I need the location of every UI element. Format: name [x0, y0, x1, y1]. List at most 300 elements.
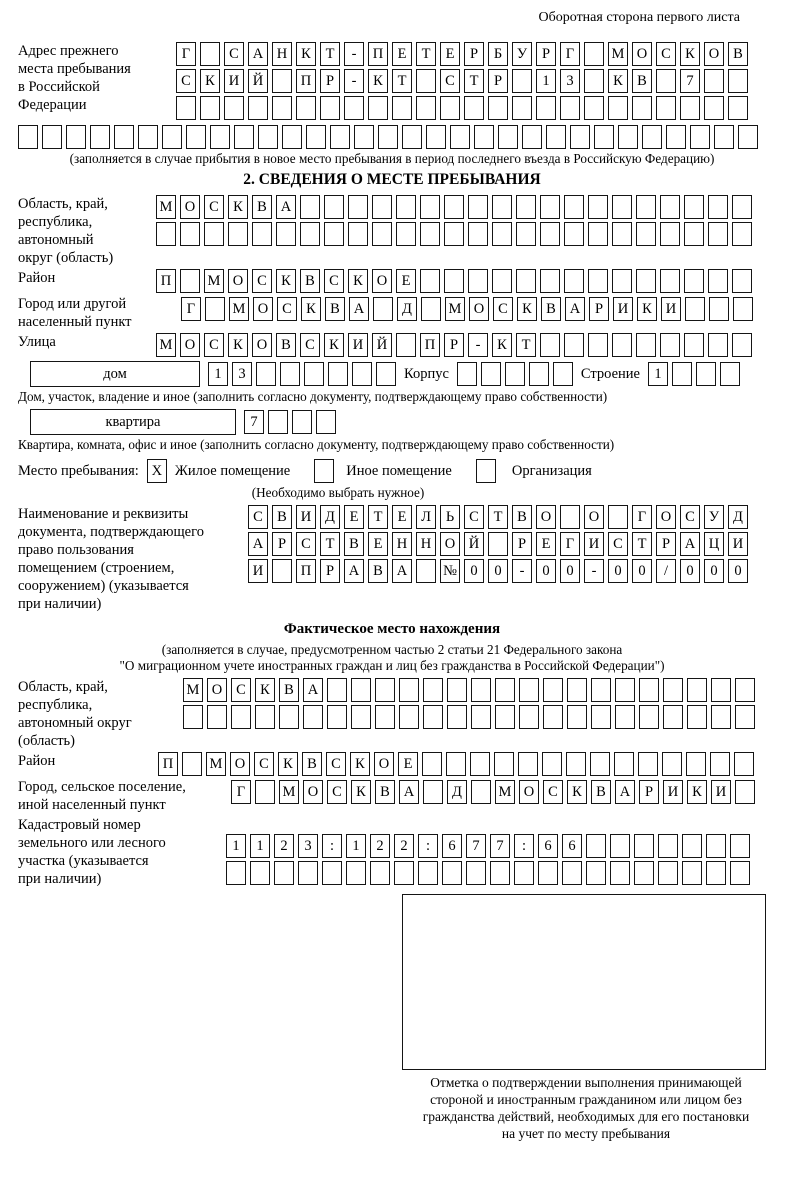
char-cell[interactable] — [488, 96, 508, 120]
char-cell[interactable] — [684, 222, 704, 246]
char-cell[interactable] — [591, 678, 611, 702]
char-cell[interactable]: К — [637, 297, 657, 321]
char-cell[interactable] — [608, 96, 628, 120]
char-cell[interactable] — [714, 125, 734, 149]
char-cell[interactable] — [420, 195, 440, 219]
char-cell[interactable] — [564, 195, 584, 219]
char-cell[interactable]: А — [303, 678, 323, 702]
char-cell[interactable] — [66, 125, 86, 149]
char-cell[interactable]: С — [254, 752, 274, 776]
char-cell[interactable]: 1 — [250, 834, 270, 858]
char-cell[interactable]: В — [541, 297, 561, 321]
char-cell[interactable] — [660, 195, 680, 219]
char-cell[interactable] — [200, 42, 220, 66]
char-cell[interactable] — [298, 861, 318, 885]
char-cell[interactable] — [444, 222, 464, 246]
char-cell[interactable]: О — [536, 505, 556, 529]
char-cell[interactable] — [423, 678, 443, 702]
char-cell[interactable]: К — [567, 780, 587, 804]
char-cell[interactable]: Е — [398, 752, 418, 776]
char-cell[interactable]: А — [248, 42, 268, 66]
char-cell[interactable] — [274, 861, 294, 885]
char-cell[interactable] — [303, 705, 323, 729]
char-cell[interactable]: : — [514, 834, 534, 858]
char-cell[interactable] — [226, 861, 246, 885]
char-cell[interactable] — [492, 195, 512, 219]
char-cell[interactable]: А — [565, 297, 585, 321]
char-cell[interactable] — [658, 834, 678, 858]
char-cell[interactable]: Т — [320, 42, 340, 66]
char-cell[interactable] — [327, 705, 347, 729]
char-cell[interactable] — [248, 96, 268, 120]
char-cell[interactable]: Р — [320, 559, 340, 583]
char-cell[interactable]: Й — [464, 532, 484, 556]
char-cell[interactable]: Г — [176, 42, 196, 66]
char-cell[interactable] — [516, 195, 536, 219]
char-cell[interactable] — [375, 678, 395, 702]
char-cell[interactable] — [444, 269, 464, 293]
char-cell[interactable] — [636, 333, 656, 357]
checkbox-cell[interactable] — [314, 459, 334, 483]
char-cell[interactable] — [494, 752, 514, 776]
char-cell[interactable]: О — [303, 780, 323, 804]
char-cell[interactable] — [320, 96, 340, 120]
char-cell[interactable] — [183, 705, 203, 729]
char-cell[interactable] — [684, 333, 704, 357]
char-cell[interactable] — [492, 222, 512, 246]
char-cell[interactable] — [296, 96, 316, 120]
char-cell[interactable] — [642, 125, 662, 149]
char-cell[interactable]: О — [656, 505, 676, 529]
char-cell[interactable]: Е — [396, 269, 416, 293]
char-cell[interactable] — [588, 195, 608, 219]
char-cell[interactable] — [42, 125, 62, 149]
char-cell[interactable]: С — [277, 297, 297, 321]
char-cell[interactable]: Г — [560, 42, 580, 66]
char-cell[interactable] — [471, 705, 491, 729]
char-cell[interactable]: Т — [320, 532, 340, 556]
char-cell[interactable] — [464, 96, 484, 120]
char-cell[interactable] — [396, 222, 416, 246]
char-cell[interactable] — [708, 195, 728, 219]
char-cell[interactable] — [354, 125, 374, 149]
char-cell[interactable]: 0 — [560, 559, 580, 583]
char-cell[interactable]: Е — [440, 42, 460, 66]
char-cell[interactable] — [370, 861, 390, 885]
char-cell[interactable] — [272, 69, 292, 93]
char-cell[interactable] — [516, 269, 536, 293]
char-cell[interactable] — [728, 96, 748, 120]
char-cell[interactable] — [495, 705, 515, 729]
char-cell[interactable]: В — [300, 269, 320, 293]
char-cell[interactable] — [710, 752, 730, 776]
char-cell[interactable] — [660, 222, 680, 246]
char-cell[interactable] — [560, 505, 580, 529]
char-cell[interactable]: В — [591, 780, 611, 804]
char-cell[interactable]: В — [632, 69, 652, 93]
char-cell[interactable]: 7 — [490, 834, 510, 858]
char-cell[interactable] — [735, 678, 755, 702]
char-cell[interactable]: - — [468, 333, 488, 357]
char-cell[interactable] — [200, 96, 220, 120]
char-cell[interactable]: А — [344, 559, 364, 583]
char-cell[interactable] — [522, 125, 542, 149]
char-cell[interactable] — [684, 195, 704, 219]
char-cell[interactable] — [612, 222, 632, 246]
char-cell[interactable] — [426, 125, 446, 149]
char-cell[interactable]: : — [418, 834, 438, 858]
char-cell[interactable] — [396, 333, 416, 357]
char-cell[interactable] — [423, 705, 443, 729]
char-cell[interactable]: С — [324, 269, 344, 293]
char-cell[interactable] — [352, 362, 372, 386]
char-cell[interactable]: Г — [632, 505, 652, 529]
char-cell[interactable]: И — [711, 780, 731, 804]
char-cell[interactable]: К — [228, 333, 248, 357]
char-cell[interactable]: 6 — [442, 834, 462, 858]
char-cell[interactable]: Т — [488, 505, 508, 529]
char-cell[interactable]: К — [680, 42, 700, 66]
char-cell[interactable]: О — [180, 195, 200, 219]
char-cell[interactable] — [682, 834, 702, 858]
char-cell[interactable] — [709, 297, 729, 321]
char-cell[interactable] — [234, 125, 254, 149]
char-cell[interactable] — [392, 96, 412, 120]
char-cell[interactable]: 0 — [632, 559, 652, 583]
char-cell[interactable] — [663, 678, 683, 702]
char-cell[interactable] — [231, 705, 251, 729]
char-cell[interactable]: К — [324, 333, 344, 357]
char-cell[interactable] — [399, 705, 419, 729]
char-cell[interactable]: 6 — [562, 834, 582, 858]
char-cell[interactable] — [182, 752, 202, 776]
char-cell[interactable]: И — [613, 297, 633, 321]
char-cell[interactable]: 1 — [226, 834, 246, 858]
char-cell[interactable]: Р — [589, 297, 609, 321]
char-cell[interactable] — [351, 705, 371, 729]
char-cell[interactable] — [738, 125, 758, 149]
char-cell[interactable]: К — [228, 195, 248, 219]
char-cell[interactable] — [735, 780, 755, 804]
char-cell[interactable] — [255, 705, 275, 729]
char-cell[interactable] — [663, 705, 683, 729]
char-cell[interactable] — [402, 125, 422, 149]
char-cell[interactable]: 7 — [680, 69, 700, 93]
char-cell[interactable]: Н — [416, 532, 436, 556]
char-cell[interactable] — [636, 195, 656, 219]
char-cell[interactable] — [481, 362, 501, 386]
char-cell[interactable] — [488, 532, 508, 556]
char-cell[interactable] — [372, 222, 392, 246]
char-cell[interactable] — [636, 222, 656, 246]
char-cell[interactable]: В — [302, 752, 322, 776]
char-cell[interactable] — [327, 678, 347, 702]
char-cell[interactable]: А — [680, 532, 700, 556]
char-cell[interactable] — [346, 861, 366, 885]
char-cell[interactable] — [418, 861, 438, 885]
char-cell[interactable]: Р — [272, 532, 292, 556]
char-cell[interactable] — [416, 559, 436, 583]
char-cell[interactable] — [735, 705, 755, 729]
char-cell[interactable] — [138, 125, 158, 149]
char-cell[interactable] — [514, 861, 534, 885]
char-cell[interactable] — [586, 861, 606, 885]
char-cell[interactable] — [250, 861, 270, 885]
char-cell[interactable] — [279, 705, 299, 729]
char-cell[interactable]: 3 — [298, 834, 318, 858]
char-cell[interactable]: Г — [231, 780, 251, 804]
char-cell[interactable] — [704, 69, 724, 93]
char-cell[interactable] — [540, 333, 560, 357]
char-cell[interactable]: Е — [536, 532, 556, 556]
char-cell[interactable]: К — [301, 297, 321, 321]
char-cell[interactable]: М — [445, 297, 465, 321]
char-cell[interactable] — [468, 222, 488, 246]
char-cell[interactable]: 0 — [608, 559, 628, 583]
char-cell[interactable]: 0 — [488, 559, 508, 583]
char-cell[interactable] — [614, 752, 634, 776]
char-cell[interactable] — [447, 705, 467, 729]
char-cell[interactable] — [660, 333, 680, 357]
char-cell[interactable]: Р — [536, 42, 556, 66]
char-cell[interactable]: А — [615, 780, 635, 804]
char-cell[interactable]: 7 — [244, 410, 264, 434]
char-cell[interactable]: К — [296, 42, 316, 66]
char-cell[interactable]: Е — [392, 42, 412, 66]
char-cell[interactable] — [708, 269, 728, 293]
char-cell[interactable]: О — [632, 42, 652, 66]
char-cell[interactable] — [282, 125, 302, 149]
char-cell[interactable] — [114, 125, 134, 149]
char-cell[interactable] — [518, 752, 538, 776]
char-cell[interactable] — [468, 269, 488, 293]
char-cell[interactable]: И — [584, 532, 604, 556]
char-cell[interactable]: Р — [488, 69, 508, 93]
char-cell[interactable] — [567, 678, 587, 702]
char-cell[interactable] — [615, 705, 635, 729]
char-cell[interactable]: Р — [639, 780, 659, 804]
char-cell[interactable] — [330, 125, 350, 149]
char-cell[interactable] — [618, 125, 638, 149]
char-cell[interactable] — [423, 780, 443, 804]
checkbox-cell[interactable]: X — [147, 459, 167, 483]
char-cell[interactable] — [516, 222, 536, 246]
char-cell[interactable]: Б — [488, 42, 508, 66]
char-cell[interactable]: Ь — [440, 505, 460, 529]
char-cell[interactable] — [639, 705, 659, 729]
char-cell[interactable]: 6 — [538, 834, 558, 858]
char-cell[interactable]: 2 — [274, 834, 294, 858]
char-cell[interactable] — [420, 222, 440, 246]
char-cell[interactable] — [447, 678, 467, 702]
char-cell[interactable] — [470, 752, 490, 776]
char-cell[interactable]: К — [608, 69, 628, 93]
char-cell[interactable]: Г — [181, 297, 201, 321]
char-cell[interactable]: С — [326, 752, 346, 776]
char-cell[interactable] — [584, 96, 604, 120]
char-cell[interactable]: Ц — [704, 532, 724, 556]
char-cell[interactable]: Т — [632, 532, 652, 556]
char-cell[interactable] — [566, 752, 586, 776]
char-cell[interactable] — [734, 752, 754, 776]
char-cell[interactable] — [328, 362, 348, 386]
char-cell[interactable] — [536, 96, 556, 120]
char-cell[interactable]: Д — [447, 780, 467, 804]
char-cell[interactable] — [272, 559, 292, 583]
char-cell[interactable] — [704, 96, 724, 120]
char-cell[interactable]: Е — [344, 505, 364, 529]
char-cell[interactable]: Д — [397, 297, 417, 321]
char-cell[interactable]: Н — [272, 42, 292, 66]
char-cell[interactable]: М — [608, 42, 628, 66]
char-cell[interactable] — [416, 96, 436, 120]
char-cell[interactable]: 3 — [560, 69, 580, 93]
char-cell[interactable]: 2 — [394, 834, 414, 858]
char-cell[interactable] — [450, 125, 470, 149]
char-cell[interactable] — [180, 222, 200, 246]
char-cell[interactable]: П — [296, 559, 316, 583]
char-cell[interactable] — [656, 69, 676, 93]
char-cell[interactable] — [590, 752, 610, 776]
char-cell[interactable] — [399, 678, 419, 702]
char-cell[interactable]: П — [368, 42, 388, 66]
char-cell[interactable] — [591, 705, 611, 729]
char-cell[interactable] — [720, 362, 740, 386]
char-cell[interactable]: К — [348, 269, 368, 293]
char-cell[interactable]: Т — [464, 69, 484, 93]
char-cell[interactable]: С — [327, 780, 347, 804]
char-cell[interactable] — [732, 195, 752, 219]
char-cell[interactable]: И — [296, 505, 316, 529]
char-cell[interactable] — [564, 333, 584, 357]
char-cell[interactable]: С — [300, 333, 320, 357]
char-cell[interactable] — [562, 861, 582, 885]
char-cell[interactable]: Т — [416, 42, 436, 66]
char-cell[interactable] — [421, 297, 441, 321]
char-cell[interactable] — [420, 269, 440, 293]
char-cell[interactable] — [162, 125, 182, 149]
char-cell[interactable] — [672, 362, 692, 386]
char-cell[interactable] — [564, 222, 584, 246]
char-cell[interactable] — [639, 678, 659, 702]
char-cell[interactable] — [636, 269, 656, 293]
char-cell[interactable]: Т — [516, 333, 536, 357]
char-cell[interactable]: С — [608, 532, 628, 556]
char-cell[interactable]: К — [492, 333, 512, 357]
char-cell[interactable]: И — [661, 297, 681, 321]
char-cell[interactable]: К — [687, 780, 707, 804]
char-cell[interactable] — [656, 96, 676, 120]
char-cell[interactable] — [588, 333, 608, 357]
char-cell[interactable] — [519, 705, 539, 729]
char-cell[interactable] — [567, 705, 587, 729]
char-cell[interactable]: О — [207, 678, 227, 702]
char-cell[interactable] — [588, 269, 608, 293]
char-cell[interactable]: 3 — [232, 362, 252, 386]
char-cell[interactable] — [422, 752, 442, 776]
char-cell[interactable]: И — [224, 69, 244, 93]
checkbox-cell[interactable] — [476, 459, 496, 483]
char-cell[interactable]: М — [156, 333, 176, 357]
char-cell[interactable] — [466, 861, 486, 885]
char-cell[interactable]: О — [180, 333, 200, 357]
char-cell[interactable] — [368, 96, 388, 120]
char-cell[interactable]: А — [276, 195, 296, 219]
char-cell[interactable]: С — [252, 269, 272, 293]
char-cell[interactable] — [553, 362, 573, 386]
char-cell[interactable]: Р — [656, 532, 676, 556]
char-cell[interactable] — [608, 505, 628, 529]
char-cell[interactable]: В — [252, 195, 272, 219]
char-cell[interactable]: 0 — [536, 559, 556, 583]
char-cell[interactable] — [728, 69, 748, 93]
char-cell[interactable] — [440, 96, 460, 120]
char-cell[interactable]: Й — [372, 333, 392, 357]
char-cell[interactable] — [529, 362, 549, 386]
char-cell[interactable]: М — [495, 780, 515, 804]
char-cell[interactable]: С — [493, 297, 513, 321]
char-cell[interactable]: 1 — [648, 362, 668, 386]
char-cell[interactable]: Е — [392, 505, 412, 529]
char-cell[interactable]: Е — [368, 532, 388, 556]
char-cell[interactable] — [258, 125, 278, 149]
char-cell[interactable]: А — [349, 297, 369, 321]
char-cell[interactable] — [638, 752, 658, 776]
char-cell[interactable]: М — [204, 269, 224, 293]
char-cell[interactable] — [660, 269, 680, 293]
char-cell[interactable]: С — [224, 42, 244, 66]
char-cell[interactable] — [471, 678, 491, 702]
char-cell[interactable] — [272, 96, 292, 120]
char-cell[interactable] — [732, 269, 752, 293]
char-cell[interactable]: 1 — [346, 834, 366, 858]
char-cell[interactable] — [708, 333, 728, 357]
char-cell[interactable]: Н — [392, 532, 412, 556]
char-cell[interactable] — [612, 333, 632, 357]
char-cell[interactable] — [228, 222, 248, 246]
char-cell[interactable] — [684, 269, 704, 293]
char-cell[interactable]: С — [176, 69, 196, 93]
char-cell[interactable] — [457, 362, 477, 386]
char-cell[interactable] — [711, 678, 731, 702]
char-cell[interactable] — [344, 96, 364, 120]
char-cell[interactable] — [156, 222, 176, 246]
char-cell[interactable] — [610, 834, 630, 858]
char-cell[interactable] — [615, 678, 635, 702]
char-cell[interactable]: 0 — [464, 559, 484, 583]
char-cell[interactable]: О — [469, 297, 489, 321]
char-cell[interactable]: 1 — [536, 69, 556, 93]
char-cell[interactable] — [632, 96, 652, 120]
char-cell[interactable]: С — [204, 333, 224, 357]
char-cell[interactable]: № — [440, 559, 460, 583]
char-cell[interactable]: Р — [464, 42, 484, 66]
char-cell[interactable] — [543, 678, 563, 702]
char-cell[interactable] — [276, 222, 296, 246]
char-cell[interactable] — [252, 222, 272, 246]
char-cell[interactable]: М — [183, 678, 203, 702]
char-cell[interactable] — [612, 269, 632, 293]
char-cell[interactable] — [730, 861, 750, 885]
char-cell[interactable] — [586, 834, 606, 858]
char-cell[interactable] — [490, 861, 510, 885]
char-cell[interactable]: - — [344, 69, 364, 93]
char-cell[interactable]: С — [656, 42, 676, 66]
char-cell[interactable] — [584, 42, 604, 66]
char-cell[interactable] — [634, 834, 654, 858]
char-cell[interactable] — [373, 297, 393, 321]
char-cell[interactable] — [324, 222, 344, 246]
